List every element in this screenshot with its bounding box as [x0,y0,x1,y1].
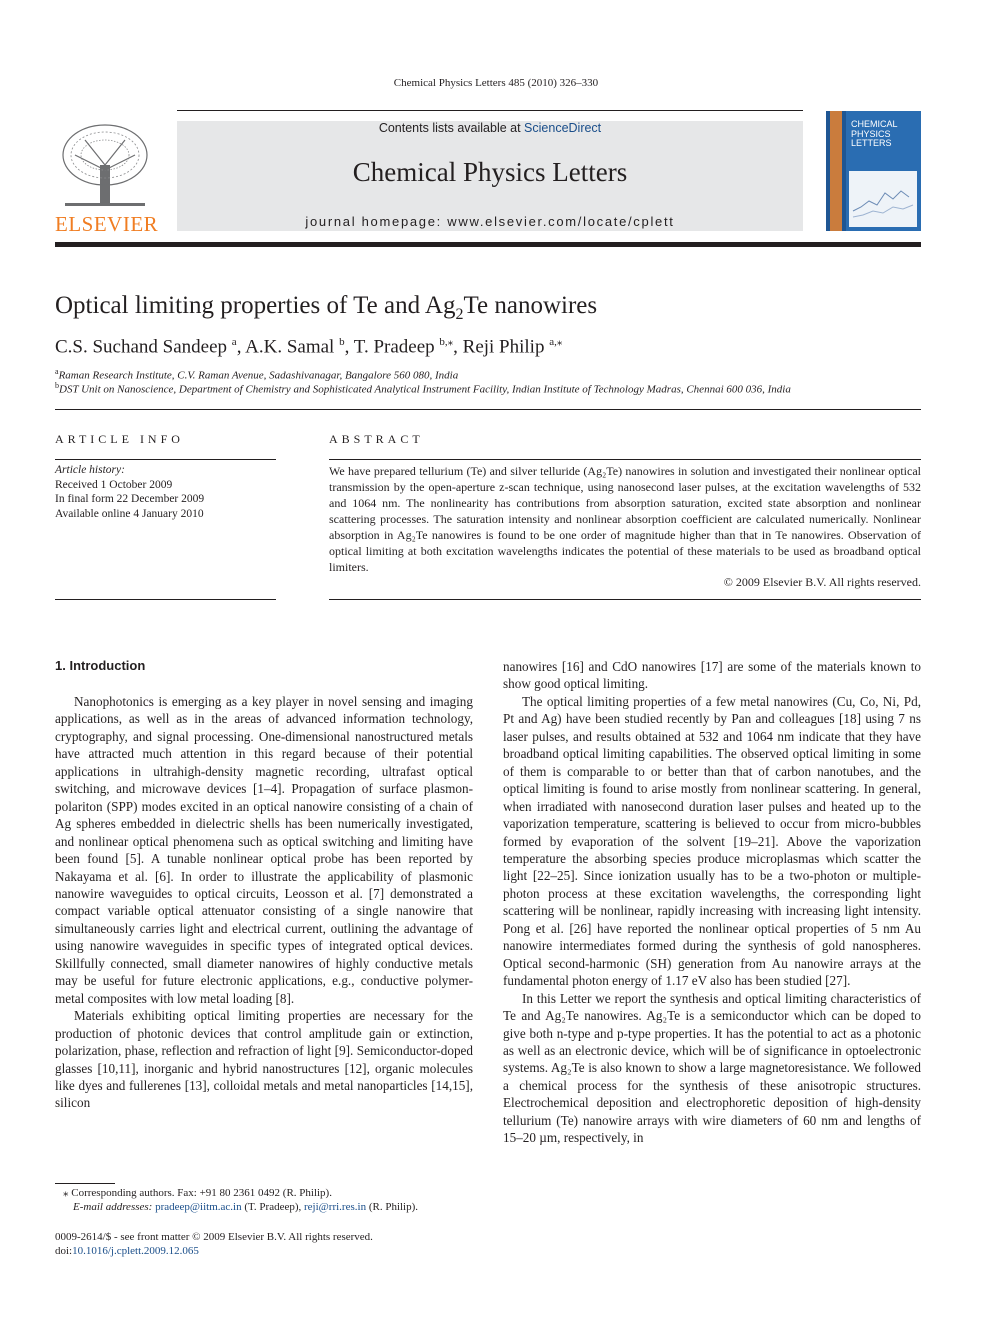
journal-reference: Chemical Physics Letters 485 (2010) 326–330 [393,77,599,89]
cover-title: CHEMICAL PHYSICS LETTERS [851,119,898,148]
abstract-heading: ABSTRACT [329,432,424,446]
paragraph: Nanophotonics is emerging as a key player in novel sensing and imaging applications, as well as in the areas of advanced information technology, cryptography, and signal processing. One-dimensional nanostructured metals have attracted much attention in this regard because of their potential applications in ultrahigh-density magnetic recording, ultrafast optical switching, and microwave devices [1–4]. Propagation of surface plasmon-polariton (SPP) modes excited in an optical nanowire consisting of a chain of Ag spheres embedded in dielectric shells has been numerically investigated, and nonlinear optical phenomena such as optical switching and limiting have been found [5]. A tunable nonlinear optical probe has been reported by Nakayama et al. [6]. In order to illustrate the applicability of plasmonic nanowire waveguides to optical circuits, Leosson et al. [7] demonstrated a compact variable optical attenuator consisting of a single nanowire that simultaneously carries light and electrical current, outlining the advantage of using nanowire waveguides in specific types of integrated optical devices. Skillfully connected, small diameter nanowires of highly conductive metals may be useful for future electronic applications, e.g., conductive polymer-metal composites with low metal loading [8]. [55,694,473,1006]
body-column-right [503,658,921,1147]
divider [329,599,921,600]
header-thick-rule [55,242,921,247]
cover-panel [849,171,917,227]
affiliation: $^a$Raman Research Institute, C.V. Raman Avenue, Sadashivanagar, Bangalore 560 080, India [55,367,459,382]
section-heading: 1. Introduction [55,658,146,673]
contents-line [177,121,803,135]
doi-link[interactable]: 10.1016/j.cplett.2009.12.065 [72,1245,199,1257]
email-link[interactable]: pradeep@iitm.ac.in [155,1201,242,1213]
author: C.S. Suchand Sandeep [55,336,228,358]
divider [55,409,921,410]
paragraph: In this Letter we report the synthesis and optical limiting characteristics of Te and Ag₂Te nanowires. Ag₂Te is a semiconductor which can be doped to give both n-type and p-type properties. It has the potential to act as a photonic as well as an electronic device, which will be of significance in optoelectronic systems. Ag₂Te is also known to show a large magnetoresistance. We followed a chemical process for the synthesis of these anisotropic structures. Electrochemical deposition and electrophoretic deposition of high-density tellurium (Te) nanowire arrays with wire diameters of 60 nm and lengths of 15–20 µm, respectively, in [503,990,921,1146]
article-title: Optical limiting properties of Te and $Ag_2Te$ nanowires [55,292,598,323]
divider [329,459,921,460]
affiliation: $^b$DST Unit on Nanoscience, Department of Chemistry and Sophisticated Analytical Instrument Facility, Indian Institute of Technology Madras, Chennai 600 036, India [55,381,791,396]
journal-cover-image [826,111,921,231]
author: Reji Philip [462,336,545,358]
bottom-matter [55,1230,373,1258]
doi-line: doi:10.1016/j.cplett.2009.12.065 [55,1245,199,1257]
header-rule [177,110,803,111]
publisher-logo: ELSEVIER [55,212,159,236]
abstract-copyright: © 2009 Elsevier B.V. All rights reserved. [723,575,921,589]
journal-title: Chemical Physics Letters [352,157,628,187]
paragraph: nanowires [16] and CdO nanowires [17] are some of the materials known to show good optical limiting. [503,659,921,692]
email-note: E-mail addresses: pradeep@iitm.ac.in (T. Pradeep), reji@rri.res.in (R. Philip). [73,1201,419,1213]
cover-accent [830,111,842,231]
paragraph: Materials exhibiting optical limiting properties are necessary for the production of photonic devices that control amplitude gain or extinction, polarization, phase, reflection and refraction of light [9]. Semiconductor-doped glasses [10,11], inorganic and hybrid nanostructures [12], organic molecules like dyes and fullerenes [13], colloidal metals and metal nanoparticles [14,15], silicon [55,1008,473,1111]
paragraph: The optical limiting properties of a few metal nanowires (Cu, Co, Ni, Pd, Pt and Ag) have been studied recently by Pan and colleagues [18] using 7 ns laser pulses, and results obtained at 532 and 1064 nm indicate that they have broadband optical limiting capabilities. The observed optical limiting in some of them is comparable to or better than that of carbon nanotubes, and the optical limiting is found to arise mostly from nonlinear scattering. In general, when irradiated with nanosecond duration laser pulses and heated up to the vaporization temperature, scattering is believed to occur from micro-bubbles formed by evaporation of the solvent [19–21]. Above the vaporization temperature the absorbing species produce microplasmas which scatter the light [22–25]. Since ionization usually has to be a two-photon or multiple-photon process at these excitation wavelengths, the corresponding light scattering will be nonlinear, rapidly increasing with increasing light intensity. Pong et al. [26] have reported the nonlinear optical properties of 5 nm Au nanowire intermediates formed during the synthesis of gold nanospheres. Optical second-harmonic (SH) generation from Au nanowire arrays at the fundamental photon energy of 1.17 eV also has been studied [27]. [503,693,921,989]
body-column-left [55,693,473,1112]
issn-line: 0009-2614/$ - see front matter © 2009 Elsevier B.V. All rights reserved. [55,1231,373,1243]
corresponding-note: ⁎ Corresponding authors. Fax: +91 80 2361 0492 (R. Philip). [63,1187,332,1199]
contents-prefix: Contents lists available at [378,121,525,135]
article-info-heading: ARTICLE INFO [55,432,184,446]
sciencedirect-link[interactable]: ScienceDirect [524,121,602,135]
footnote-rule [55,1183,115,1184]
footnotes [55,1186,418,1214]
email-link[interactable]: reji@rri.res.in [304,1201,367,1213]
abstract-text: We have prepared tellurium (Te) and silver telluride (Ag₂Te) nanowires in solution and investigated their nonlinear optical transmission by the open-aperture z-scan technique, using nanosecond laser pulses, at the excitation wavelengths of 532 and 1064 nm. The nonlinearity has contributions from absorption saturation, excited state absorption and nonlinear scattering processes. The saturation intensity and nonlinear absorption coefficient are calculated numerically. Nonlinear absorption in Ag₂Te nanowires is found to be one order of magnitude higher than that in Te nanowires. Observation of optical limiting at both excitation wavelengths indicates the potential of these materials to be used as broadband optical limiters. [329,464,921,574]
author: A.K. Samal [245,336,335,358]
article-history: Article history: Received 1 October 2009 In final form 22 December 2009 Available online 4 January 2010 [55,464,205,520]
author-list: C.S. Suchand Sandeep $^a$, A.K. Samal $^b$, T. Pradeep $^{b,⁎}$, Reji Philip $^{a,⁎}$ [55,336,563,358]
divider [55,599,276,600]
journal-homepage[interactable]: journal homepage: www.elsevier.com/locate/cplett [305,214,675,229]
author: T. Pradeep [353,336,435,358]
divider [55,459,276,460]
